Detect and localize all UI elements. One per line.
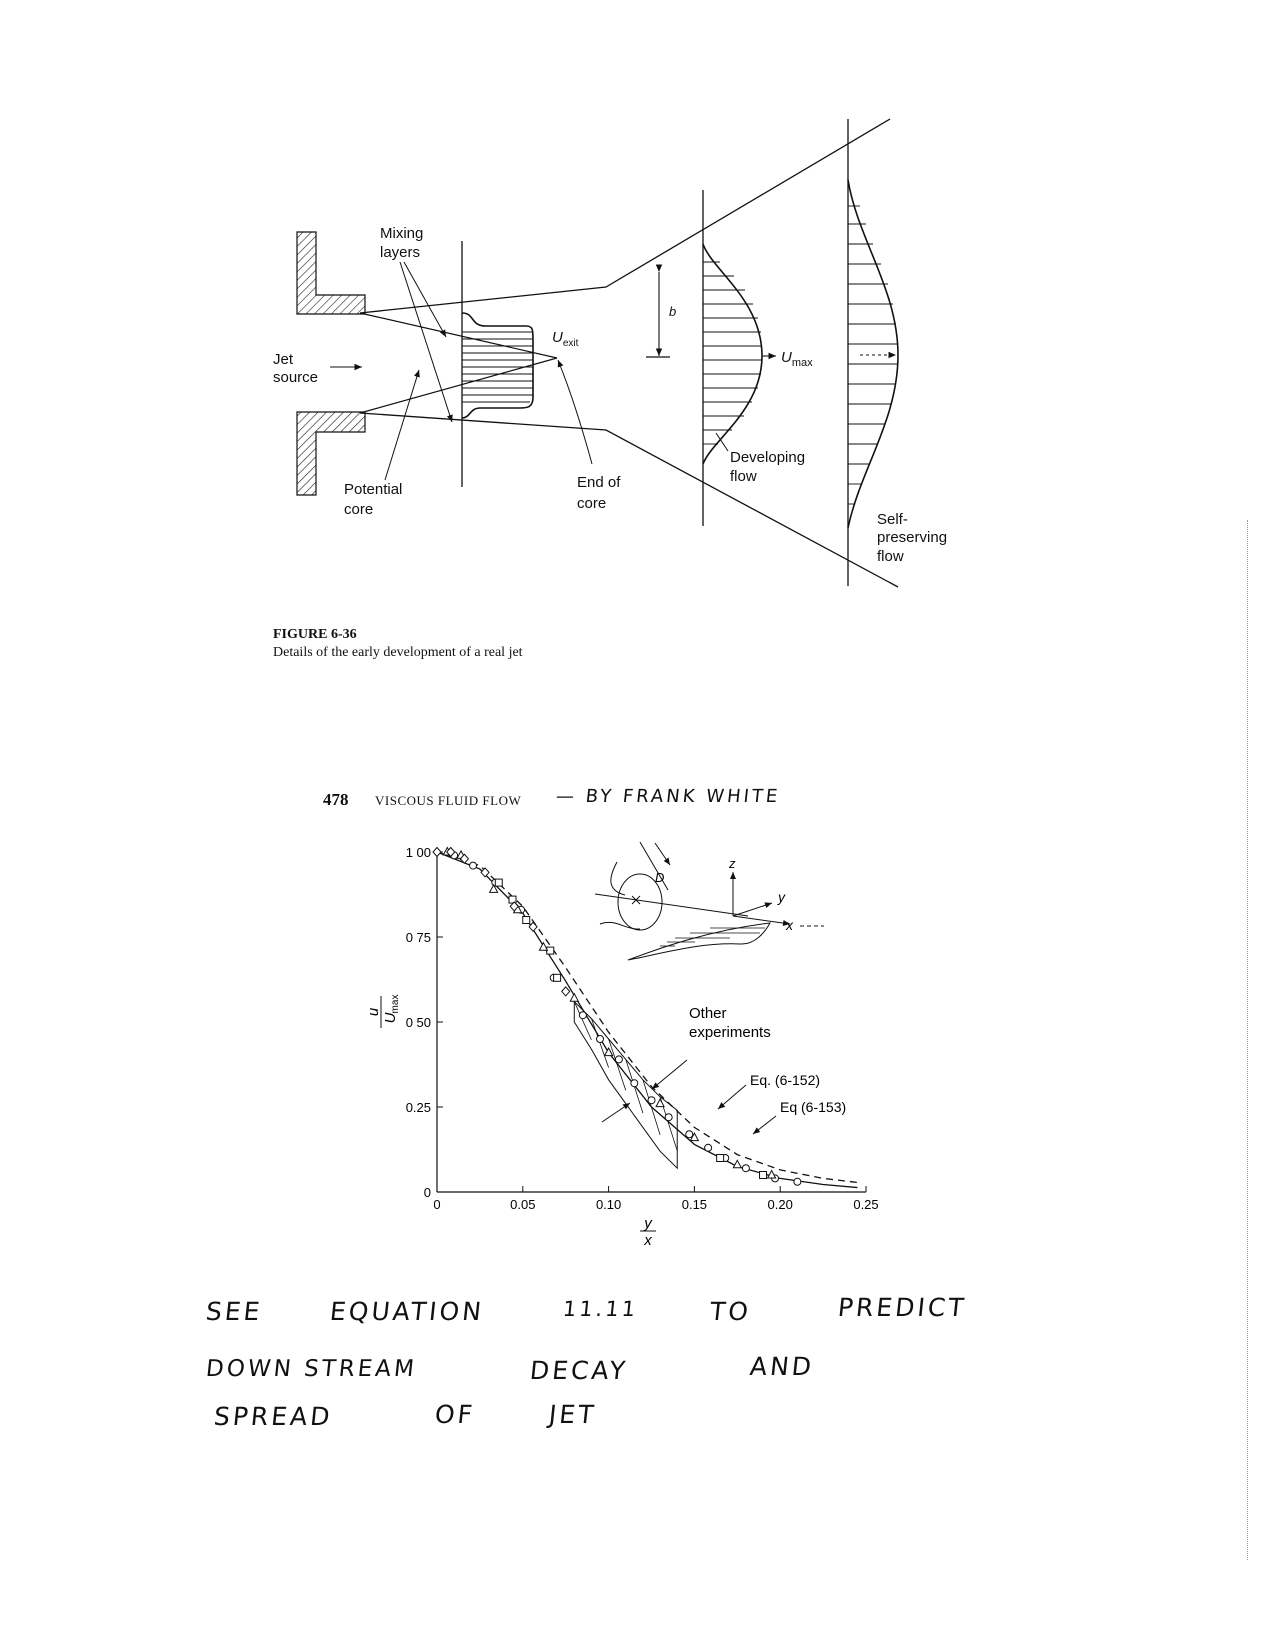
x-tick-label: 0.05: [510, 1197, 536, 1212]
jet-boundary-upper: [360, 119, 890, 313]
exit-profile-hatching: [462, 332, 533, 402]
x-tick-label: 0: [433, 1197, 441, 1212]
mixing-layers-label-line2: layers: [380, 244, 421, 261]
developing-velocity-profile: [703, 244, 762, 464]
data-point-circle: [631, 1080, 638, 1087]
data-point-triangle: [605, 1048, 613, 1056]
inset-y-label: y: [778, 889, 785, 905]
other-experiments-band: [574, 1002, 677, 1169]
b-label: b: [669, 304, 677, 319]
figure-caption-title: FIGURE 6-36: [273, 627, 357, 642]
u-max-label: $U_{max}$: [781, 349, 813, 369]
self-preserving-velocity-profile: [848, 180, 898, 528]
mixing-layers-label-line1: Mixing: [380, 225, 424, 242]
inset-z-label: z: [729, 856, 736, 871]
eq-6-153-label: Eq (6-153): [780, 1099, 847, 1115]
data-point-circle: [597, 1036, 604, 1043]
u-exit-label: $U_{exit}$: [552, 329, 579, 349]
eq-6-152-label: Eq. (6-152): [750, 1072, 821, 1088]
data-point-square: [717, 1155, 724, 1162]
developing-flow-label-line2: flow: [730, 468, 757, 485]
note-spread: SPREAD: [212, 1402, 334, 1431]
data-point-triangle: [570, 994, 578, 1002]
data-point-diamond: [529, 922, 537, 931]
y-axis-title: [365, 995, 401, 1028]
y-tick-label: 0.25: [405, 1100, 431, 1115]
jet-development-diagram: [0, 0, 1280, 600]
jet-source-label-line2: source: [273, 369, 319, 386]
svg-text:y: y: [644, 1215, 652, 1232]
svg-text:U: U: [382, 1012, 399, 1024]
data-point-triangle: [539, 943, 547, 951]
svg-text:max: max: [390, 994, 401, 1014]
eq-6-153-curve: [437, 852, 857, 1188]
jet-source-label-line1: Jet: [273, 351, 294, 368]
data-point-diamond: [481, 868, 489, 877]
data-point-diamond: [433, 848, 441, 857]
note-and: AND: [748, 1352, 816, 1381]
handwritten-author-note: — BY FRANK WHITE: [554, 786, 782, 807]
svg-text:u: u: [365, 1007, 382, 1017]
data-point-circle: [579, 1012, 586, 1019]
inset-d-label: D: [655, 870, 665, 885]
note-see: SEE: [204, 1297, 264, 1326]
other-experiments-label-line1: Other: [689, 1005, 727, 1022]
data-point-square: [760, 1172, 767, 1179]
self-preserving-label-line1: Self-: [877, 511, 908, 528]
y-tick-label: 0 50: [405, 1015, 431, 1030]
x-tick-label: 0.20: [767, 1197, 793, 1212]
data-point-circle: [615, 1056, 622, 1063]
developing-flow-label-line1: Developing: [730, 449, 806, 466]
svg-text:x: x: [644, 1232, 652, 1249]
x-tick-label: 0.25: [853, 1197, 879, 1212]
data-point-circle: [742, 1165, 749, 1172]
data-point-triangle: [733, 1160, 741, 1168]
figure-caption-text: Details of the early development of a real jet: [273, 645, 523, 660]
data-point-square: [495, 879, 502, 886]
velocity-profile-chart: [0, 820, 1280, 1280]
other-experiments-label-line2: experiments: [689, 1024, 771, 1041]
data-point-diamond: [562, 987, 570, 996]
jet-coordinate-inset: [595, 842, 824, 960]
data-point-circle: [665, 1114, 672, 1121]
data-point-circle: [705, 1144, 712, 1151]
note-of: OF: [433, 1400, 477, 1429]
end-of-core-label-line2: core: [577, 495, 607, 512]
jet-boundary-lower: [360, 413, 898, 587]
data-point-circle: [794, 1178, 801, 1185]
note-predict: PREDICT: [836, 1293, 969, 1322]
note-to: TO: [708, 1297, 753, 1326]
band-hatch-line: [591, 1019, 608, 1068]
self-preserving-label-line2: preserving: [877, 529, 948, 546]
note-equation: EQUATION: [328, 1297, 486, 1326]
data-point-triangle: [656, 1099, 664, 1107]
self-preserving-label-line3: flow: [877, 548, 904, 565]
scan-edge-line: [1247, 520, 1248, 1560]
end-of-core-label-line1: End of: [577, 474, 621, 491]
data-point-circle: [648, 1097, 655, 1104]
y-tick-label: 0 75: [405, 930, 431, 945]
potential-core-label-line1: Potential: [344, 481, 403, 498]
developing-profile-hatching: [703, 262, 762, 444]
page-number: 478: [323, 790, 349, 809]
note-equation-number: 11.11: [561, 1297, 640, 1321]
data-point-square: [554, 974, 561, 981]
y-tick-label: 1 00: [405, 845, 431, 860]
x-tick-label: 0.10: [595, 1197, 622, 1212]
note-jet: JET: [547, 1400, 598, 1429]
data-point-circle: [686, 1131, 693, 1138]
data-point-triangle: [768, 1171, 776, 1179]
potential-core-label-line2: core: [344, 501, 374, 518]
y-tick-label: 0: [423, 1185, 431, 1200]
x-axis-title: [640, 1215, 656, 1249]
data-point-circle: [470, 862, 477, 869]
nozzle-upper-wall: [297, 232, 365, 314]
note-decay: DECAY: [528, 1356, 630, 1385]
data-point-square: [523, 917, 530, 924]
inset-x-label: x: [786, 917, 793, 933]
x-tick-label: 0.15: [681, 1197, 708, 1212]
note-downstream: DOWN STREAM: [204, 1356, 419, 1382]
running-head-title: VISCOUS FLUID FLOW: [375, 793, 522, 808]
